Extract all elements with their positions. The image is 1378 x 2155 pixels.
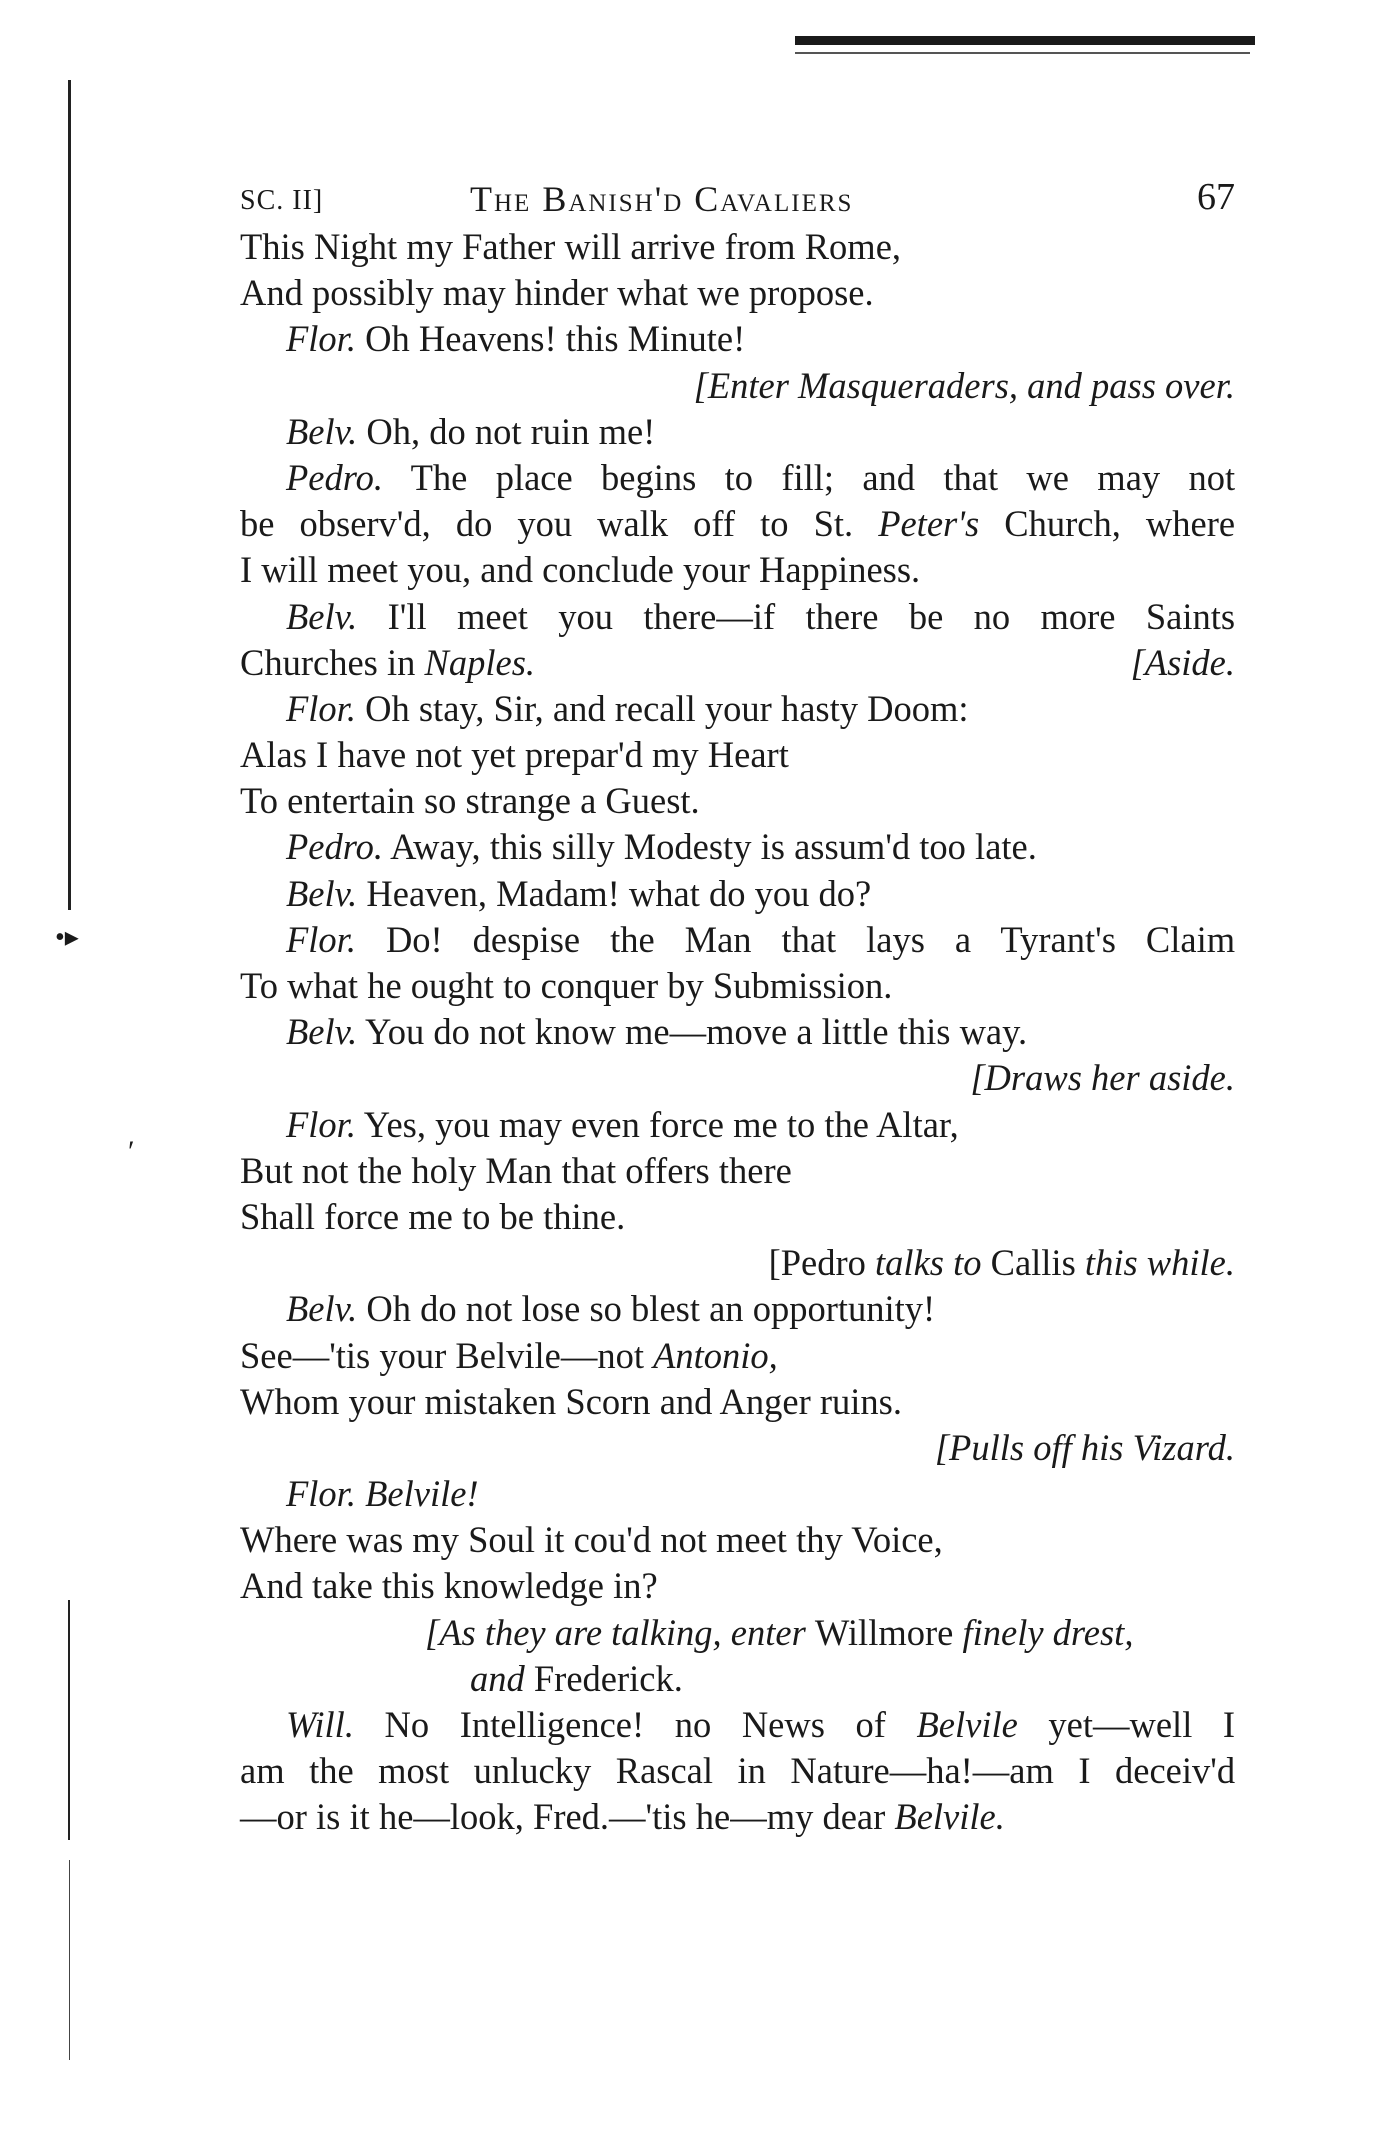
running-header: [240, 170, 1235, 220]
verse-line: I will meet you, and conclude your Happiness.: [240, 549, 921, 591]
top-rule-thin: [795, 52, 1250, 54]
speech-text: Heaven, Madam! what do you do?: [366, 872, 872, 914]
speech-text: Away, this silly Modesty is assum'd too late.: [390, 826, 1037, 868]
verse-line: am the most unlucky Rascal in Nature—ha!—am I deceiv'd: [240, 1750, 1236, 1792]
stage-direction: [Pulls off his Vizard.: [934, 1426, 1235, 1468]
stray-mark: ′: [128, 1135, 135, 1168]
speaker-name: Pedro.: [286, 456, 383, 498]
verse-line: And take this knowledge in?: [240, 1565, 658, 1607]
speech-text: Belvile!: [365, 1473, 479, 1515]
text-line: [240, 594, 1235, 640]
verse-line: And possibly may hinder what we propose.: [240, 272, 874, 314]
speech-text: Yes, you may even force me to the Altar,: [363, 1103, 959, 1145]
play-text: [240, 224, 1235, 1841]
speaker-name: Belv.: [286, 410, 358, 452]
running-title: The Banish'd Cavaliers: [470, 179, 854, 219]
verse-line: Alas I have not yet prepar'd my Heart: [240, 734, 789, 776]
text-line: [240, 1286, 1235, 1332]
stage-direction: [Pedro talks to Callis this while.: [768, 1242, 1235, 1284]
verse-line: To entertain so strange a Guest.: [240, 780, 700, 822]
text-line: [240, 871, 1235, 917]
speech-text: Oh do not lose so blest an opportunity!: [366, 1288, 936, 1330]
text-line: [240, 1102, 1235, 1148]
verse-line: be observ'd, do you walk off to St. Peter's Church, where: [240, 503, 1236, 545]
speaker-name: Will.: [286, 1704, 354, 1745]
page: [240, 170, 1235, 1841]
speaker-name: Pedro.: [286, 826, 383, 868]
top-rule: [795, 36, 1255, 45]
text-line: [240, 1471, 1235, 1517]
margin-dash: [69, 1860, 70, 2060]
aside-direction: [Aside.: [1130, 641, 1235, 683]
verse-line: See—'tis your Belvile—not Antonio,: [240, 1334, 778, 1376]
page-number: 67: [1197, 176, 1235, 218]
text-line: [240, 316, 1235, 362]
text-line: [240, 455, 1235, 501]
verse-line: —or is it he—look, Fred.—'tis he—my dear Belvile.: [240, 1796, 1005, 1838]
speech-text: Oh, do not ruin me!: [366, 410, 656, 452]
text-line: [240, 917, 1235, 963]
speaker-name: Flor.: [286, 1473, 356, 1515]
speech-text: I'll meet you there—if there be no more Saints: [387, 595, 1236, 637]
speaker-name: Belv.: [286, 1011, 358, 1053]
speaker-name: Belv.: [286, 1288, 358, 1330]
text-line: [240, 1702, 1235, 1748]
speech-text: Oh Heavens! this Minute!: [365, 318, 746, 360]
verse-line: Where was my Soul it cou'd not meet thy Voice,: [240, 1519, 943, 1561]
speaker-name: Belv.: [286, 595, 358, 637]
margin-line-lower-2: [68, 1720, 70, 1840]
speaker-name: Flor.: [286, 687, 356, 729]
verse-line: But not the holy Man that offers there: [240, 1149, 792, 1191]
speaker-name: Flor.: [286, 1103, 356, 1145]
speaker-name: Flor.: [286, 318, 356, 360]
verse-line: This Night my Father will arrive from Rome,: [240, 226, 902, 267]
text-line: [240, 409, 1235, 455]
stage-direction: [Draws her aside.: [970, 1057, 1235, 1099]
stage-direction: and Frederick.: [470, 1657, 683, 1699]
text-line: [240, 824, 1235, 870]
verse-line: To what he ought to conquer by Submission.: [240, 965, 893, 1006]
verse-line-aside: Churches in Naples. [Aside.: [240, 640, 1235, 686]
speech-text: The place begins to fill; and that we may not: [410, 456, 1236, 498]
scene-label: SC. II]: [240, 185, 324, 216]
verse-line: Shall force me to be thine.: [240, 1195, 626, 1237]
text-line: [240, 686, 1235, 732]
stage-direction: [As they are talking, enter Willmore finely drest,: [425, 1611, 1134, 1653]
margin-arrow-icon: •▸: [55, 922, 79, 953]
speech-text: No Intelligence! no News of Belvile yet—well I: [384, 1704, 1236, 1745]
stage-direction: [Enter Masqueraders, and pass over.: [693, 364, 1235, 406]
speaker-name: Flor.: [286, 918, 356, 960]
text-line: [240, 1009, 1235, 1055]
speech-text: Do! despise the Man that lays a Tyrant's Claim: [385, 918, 1236, 960]
speech-text: You do not know me—move a little this way.: [365, 1011, 1028, 1053]
speech-text: Oh stay, Sir, and recall your hasty Doom:: [365, 687, 969, 729]
verse-line: Whom your mistaken Scorn and Anger ruins.: [240, 1380, 902, 1422]
speaker-name: Belv.: [286, 872, 358, 914]
margin-line: [68, 80, 71, 910]
